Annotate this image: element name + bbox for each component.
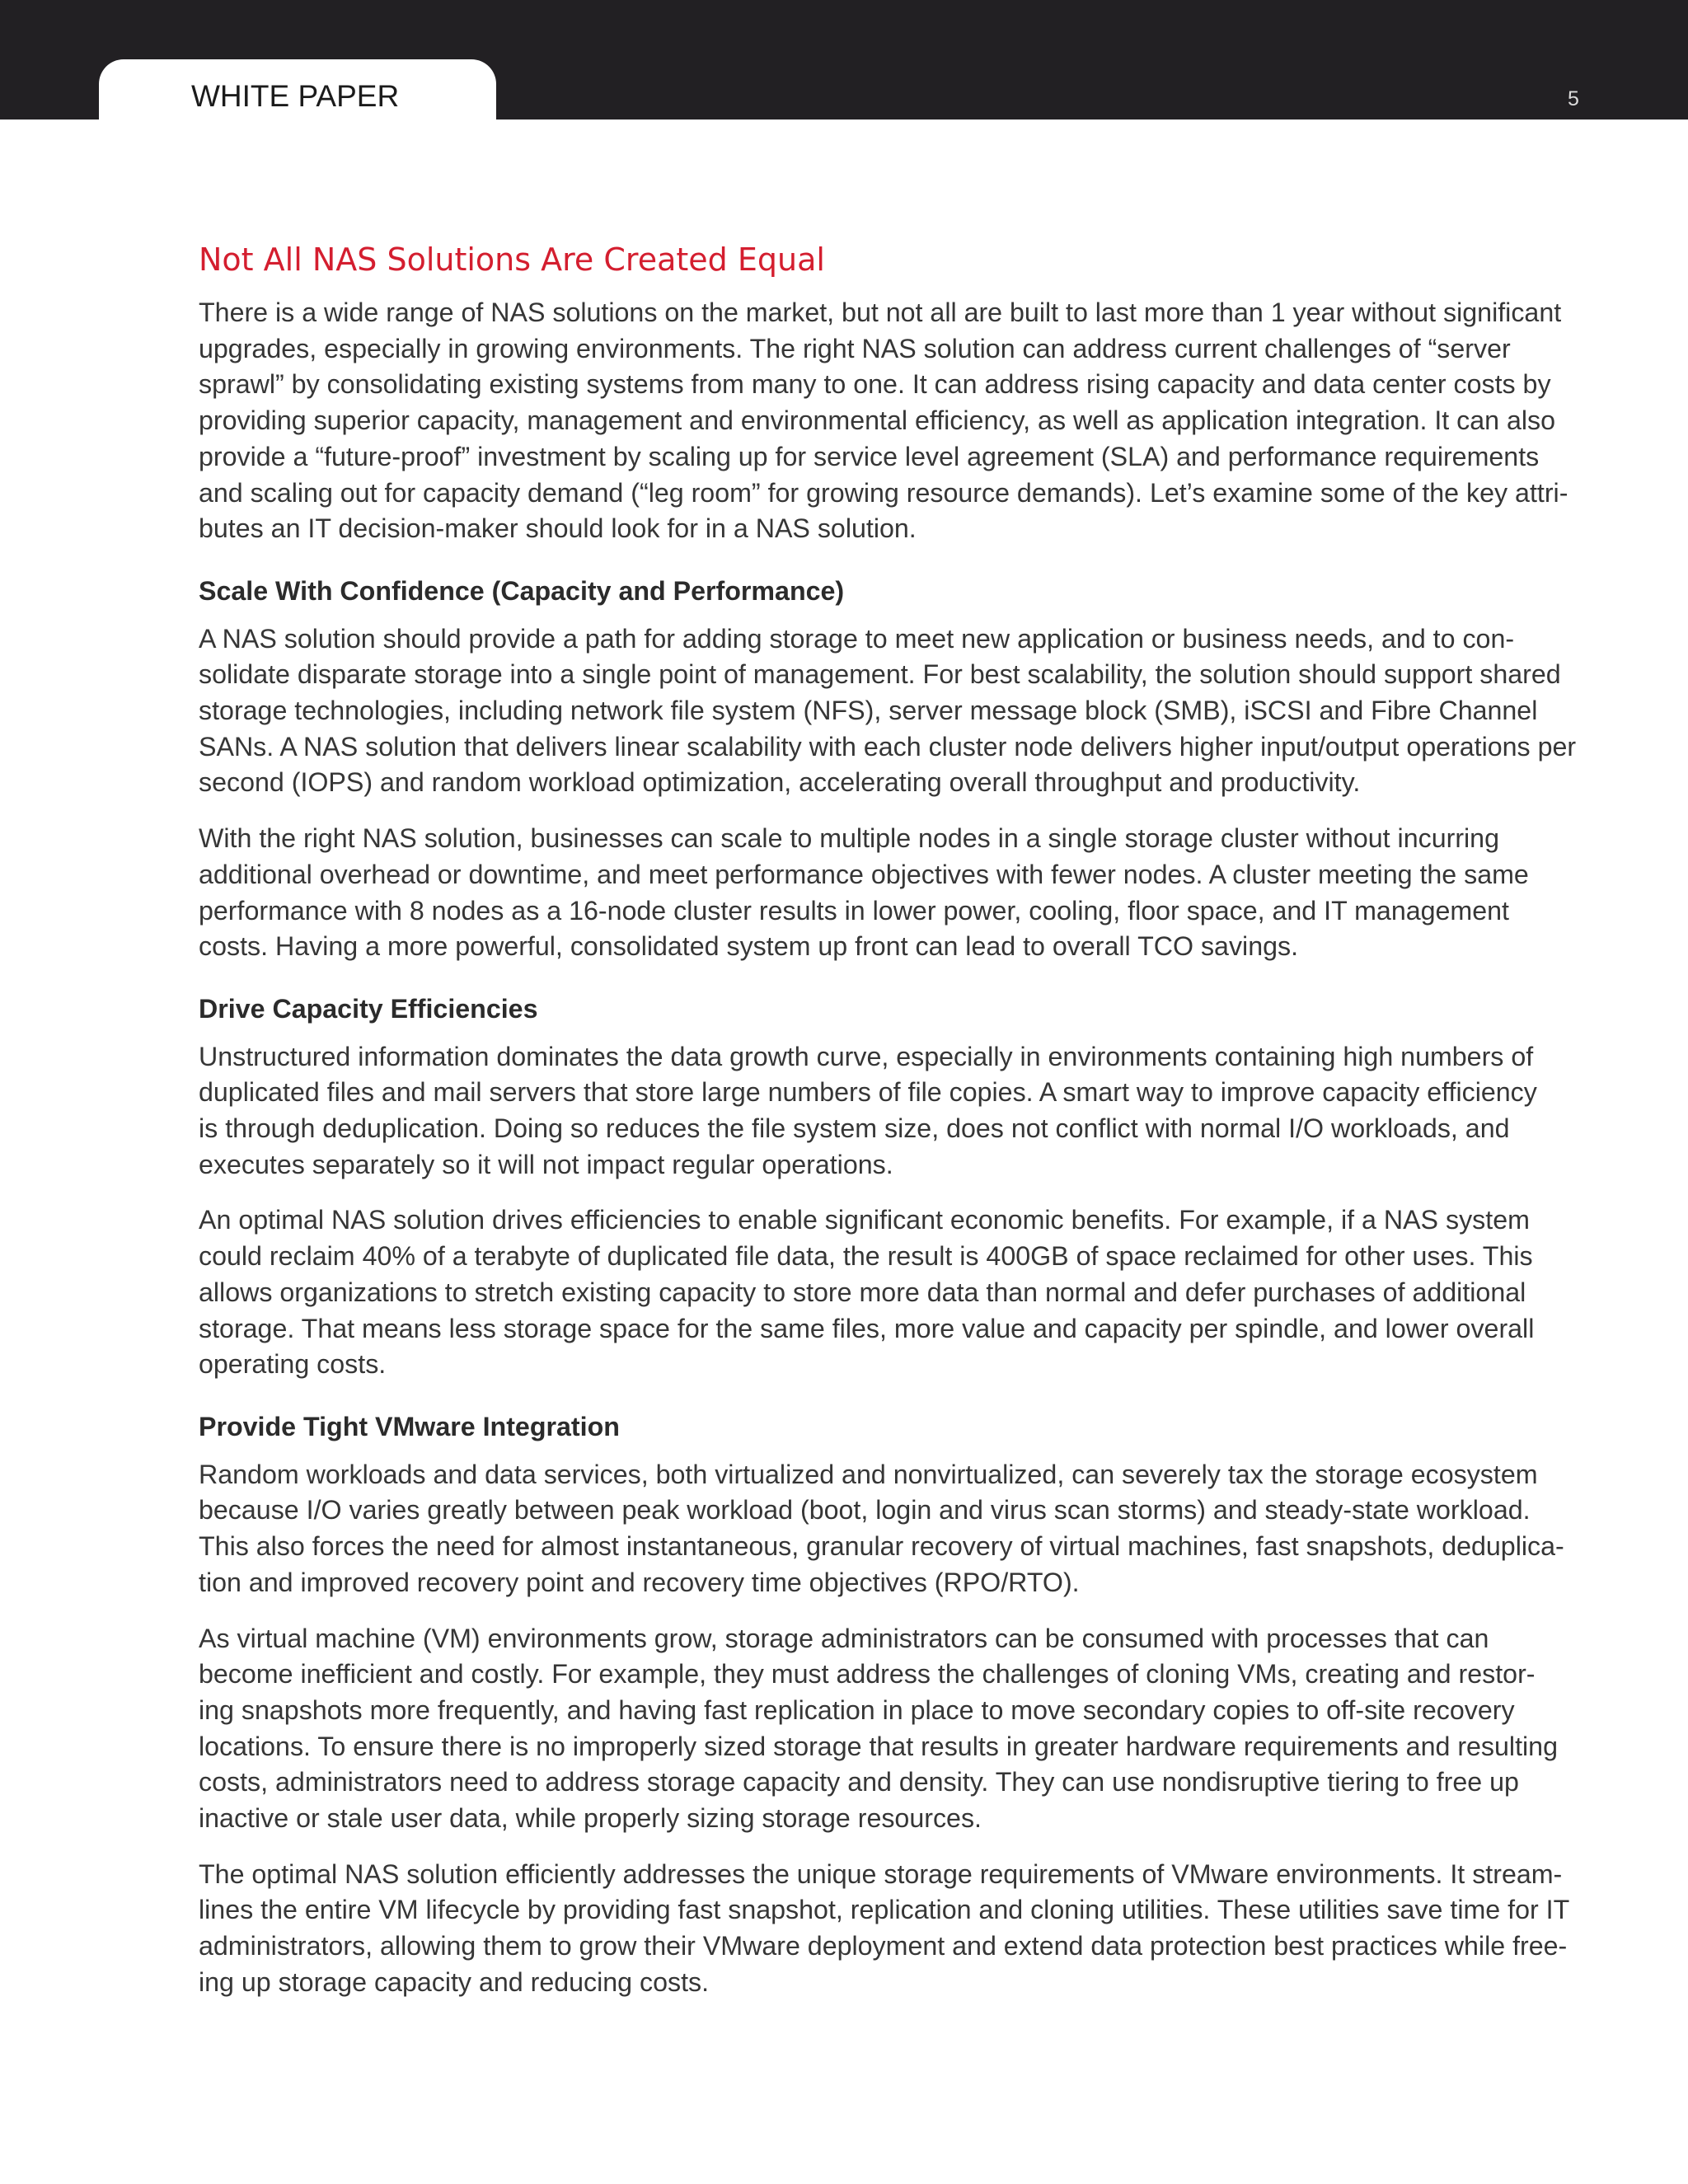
text-line: could reclaim 40% of a terabyte of duplicated file data, the result is 400GB of space reclaimed for other uses. This	[199, 1241, 1533, 1272]
text-line: Random workloads and data services, both virtualized and nonvirtualized, can severely tax the storage ecosystem	[199, 1459, 1538, 1489]
page-number: 5	[1568, 87, 1579, 110]
section-paragraph	[199, 1039, 1588, 1183]
text-line: locations. To ensure there is no improperly sized storage that results in greater hardware requirements and resulting	[199, 1731, 1558, 1761]
text-line: storage technologies, including network file system (NFS), server message block (SMB), iSCSI and Fibre Channel	[199, 696, 1538, 726]
text-line: costs, administrators need to address storage capacity and density. They can use nondisruptive tiering to free up	[199, 1767, 1519, 1797]
text-line: provide a “future-proof” investment by scaling up for service level agreement (SLA) and performance requirements	[199, 441, 1540, 471]
text-line: A NAS solution should provide a path for adding storage to meet new application or business needs, and to con-	[199, 623, 1515, 654]
text-line: With the right NAS solution, businesses can scale to multiple nodes in a single storage cluster without incurring	[199, 823, 1499, 854]
text-line: become inefficient and costly. For example, they must address the challenges of cloning VMs, creating and restor-	[199, 1659, 1536, 1690]
text-line: upgrades, especially in growing environments. The right NAS solution can address current challenges of “server	[199, 333, 1511, 363]
section-paragraph	[199, 821, 1588, 965]
text-line: operating costs.	[199, 1349, 387, 1380]
section-paragraph	[199, 621, 1588, 802]
text-line: butes an IT decision-maker should look for in a NAS solution.	[199, 513, 917, 544]
section-heading-vmware: Provide Tight VMware Integration	[199, 1411, 620, 1441]
text-line: solidate disparate storage into a single point of management. For best scalability, the solution should support shared	[199, 659, 1561, 690]
intro-paragraph	[199, 295, 1588, 547]
text-line: As virtual machine (VM) environments grow, storage administrators can be consumed with processes that can	[199, 1623, 1489, 1653]
text-line: ing snapshots more frequently, and having fast replication in place to move secondary copies to off-site recovery	[199, 1694, 1515, 1725]
article-title: Not All NAS Solutions Are Created Equal	[199, 241, 825, 278]
text-line: inactive or stale user data, while properly sizing storage resources.	[199, 1803, 982, 1834]
text-line: costs. Having a more powerful, consolidated system up front can lead to overall TCO savings.	[199, 931, 1299, 962]
section-paragraph	[199, 1857, 1588, 2001]
text-line: The optimal NAS solution efficiently addresses the unique storage requirements of VMware environments. It stream-	[199, 1858, 1563, 1889]
section-paragraph	[199, 1202, 1588, 1383]
text-line: There is a wide range of NAS solutions on the market, but not all are built to last more than 1 year without significant	[199, 298, 1562, 327]
section-paragraph	[199, 1621, 1588, 1837]
text-line: Unstructured information dominates the data growth curve, especially in environments containing high numbers of	[199, 1041, 1534, 1071]
text-line: This also forces the need for almost instantaneous, granular recovery of virtual machines, fast snapshots, deduplica-	[199, 1531, 1564, 1562]
text-line: tion and improved recovery point and recovery time objectives (RPO/RTO).	[199, 1567, 1080, 1597]
text-line: allows organizations to stretch existing capacity to store more data than normal and defer purchases of additional	[199, 1277, 1526, 1307]
text-line: ing up storage capacity and reducing costs.	[199, 1966, 710, 1997]
text-line: sprawl” by consolidating existing systems from many to one. It can address rising capacity and data center costs by	[199, 369, 1551, 400]
text-line: and scaling out for capacity demand (“leg room” for growing resource demands). Let’s examine some of the key attri-	[199, 477, 1568, 508]
text-line: providing superior capacity, management and environmental efficiency, as well as application integration. It can also	[199, 405, 1556, 436]
text-line: executes separately so it will not impact regular operations.	[199, 1149, 893, 1179]
text-line: lines the entire VM lifecycle by providing fast snapshot, replication and cloning utilities. These utilities save time for IT	[199, 1895, 1570, 1925]
text-line: SANs. A NAS solution that delivers linear scalability with each cluster node delivers higher input/output operations per	[199, 731, 1577, 762]
text-line: second (IOPS) and random workload optimization, accelerating overall throughput and productivity.	[199, 767, 1361, 798]
text-line: storage. That means less storage space for the same files, more value and capacity per spindle, and lower overall	[199, 1313, 1535, 1343]
text-line: additional overhead or downtime, and meet performance objectives with fewer nodes. A cluster meeting the same	[199, 859, 1529, 889]
text-line: performance with 8 nodes as a 16-node cluster results in lower power, cooling, floor space, and IT management	[199, 895, 1509, 926]
text-line: because I/O varies greatly between peak workload (boot, login and virus scan storms) and steady-state workload.	[199, 1495, 1531, 1526]
text-line: duplicated files and mail servers that store large numbers of file copies. A smart way to improve capacity efficiency	[199, 1077, 1537, 1108]
document-type-label: WHITE PAPER	[191, 79, 400, 113]
article-body	[199, 236, 1588, 2021]
section-heading-capacity: Drive Capacity Efficiencies	[199, 993, 538, 1024]
text-line: is through deduplication. Doing so reduces the file system size, does not conflict with normal I/O workloads, and	[199, 1113, 1510, 1144]
text-line: An optimal NAS solution drives efficiencies to enable significant economic benefits. For example, if a NAS system	[199, 1205, 1530, 1235]
text-line: administrators, allowing them to grow their VMware deployment and extend data protection best practices while free-	[199, 1931, 1568, 1961]
section-heading-scale: Scale With Confidence (Capacity and Performance)	[199, 575, 845, 606]
section-paragraph	[199, 1457, 1588, 1601]
